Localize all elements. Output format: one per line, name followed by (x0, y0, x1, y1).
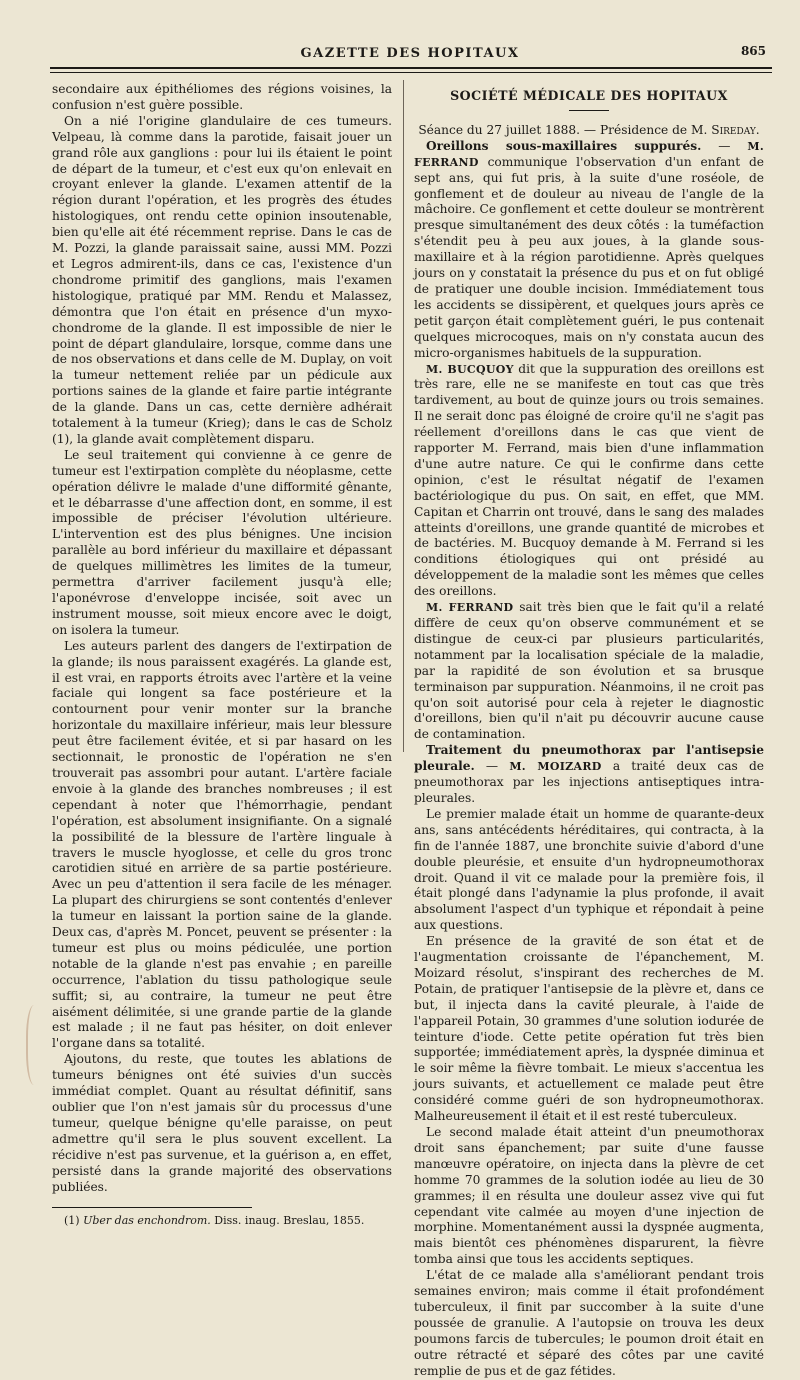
paragraph: Ajoutons, du reste, que toutes les ablations de tumeurs bénignes ont été suivies d'un succès immédiat complet. Quant au résultat définitif, sans oublier que l'on n'est jamais sûr du processus d'une tumeur, quelque bénigne qu'elle paraisse, on peut admettre qu'il sera le plus souvent excellent. La récidive n'est pas survenue, et la guérison a, en effet, persisté dans la grande majorité des observations publiées. (52, 1052, 392, 1194)
paper-stain (26, 1005, 46, 1085)
paragraph (414, 139, 764, 362)
section-heading: Traitement du pneumothorax par l'antisepsie pleurale. (414, 743, 764, 774)
paragraph (414, 743, 764, 807)
column-divider (403, 80, 404, 752)
speaker-name: M. MOIZARD (509, 760, 602, 774)
running-title: GAZETTE DES HOPITAUX (300, 46, 520, 61)
session-line (414, 123, 764, 139)
footnote-citation: Diss. inaug. Breslau, 1855. (210, 1214, 365, 1228)
footnote-number: (1) (64, 1214, 80, 1228)
paragraph: secondaire aux épithéliomes des régions voisines, la confusion n'est guère possible. (52, 82, 392, 112)
society-title: SOCIÉTÉ MÉDICALE DES HOPITAUX (450, 88, 728, 103)
right-column (414, 88, 764, 1380)
section-heading: Oreillons sous-maxillaires suppurés. (426, 138, 702, 153)
paragraph: On a nié l'origine glandulaire de ces tumeurs. Velpeau, là comme dans la parotide, faisait jouer un grand rôle aux ganglions : pour lui ils étaient le point de départ de la tumeur, et c'est eux qu'on enlevait en croyant enlever la glande. L'examen attentif de la région durant l'opération, et les progrès des études histologiques, ont rendu cette opinion insoutenable, bien qu'elle ait été récemment reprise. Dans le cas de M. Pozzi, la glande paraissait saine, aussi MM. Pozzi et Legros admirent-ils, dans ce cas, l'existence d'un chondrome primitif des ganglions, mais l'examen histologique, pratiqué par MM. Rendu et Malassez, démontra que l'on était en présence d'un myxo-chondrome de la glande. Il est impossible de nier le point de départ glandulaire, lorsque, comme dans une de nos observations et dans celle de M. Duplay, on voit la tumeur nettement reliée par un pédicule aux portions saines de la glande et faire partie intégrante de la glande. Dans un cas, cette dernière adhérait totalement à la tumeur (Krieg); dans le cas de Scholz (1), la glande avait complètement disparu. (52, 113, 392, 446)
speaker-name: M. FERRAND (426, 601, 514, 615)
footnote-title: Uber das enchondrom. (83, 1214, 211, 1228)
session-text: Séance du 27 juillet 1888. — Présidence de M. (418, 122, 712, 137)
header-rule-thin (50, 72, 772, 73)
dash: — (474, 759, 510, 774)
footnote-rule (52, 1207, 252, 1208)
president-name: Sireday (711, 122, 756, 137)
paragraph: Les auteurs parlent des dangers de l'extirpation de la glande; ils nous paraissent exagérés. La glande est, il est vrai, en rapports étroits avec l'artère et la veine faciale qui longent sa face postérieure et la contournent pour venir monter sur la branche horizontale du maxillaire inférieur, mais leur blessure peut être facilement évitée, et si par hasard on les sectionnait, le pronostic de l'opération ne s'en trouverait pas assombri pour autant. L'artère faciale envoie à la glande des branches nombreuses ; il est cependant à noter que l'hémorrhagie, pendant l'opération, est absolument insignifiante. On a signalé la possibilité de la blessure de l'artère linguale à travers le muscle hyoglosse, et celle du gros tronc carotidien situé en arrière de sa partie postérieure. Avec un peu d'attention il sera facile de les ménager. La plupart des chirurgiens se sont contentés d'enlever la tumeur en laissant la portion saine de la glande. Deux cas, d'après M. Poncet, peuvent se présenter : la tumeur est plus ou moins pédiculée, une portion notable de la glande n'est pas envahie ; en pareille occurrence, l'ablation du tissu pathologique seule suffit; si, au contraire, la tumeur ne peut être aisément délimitée, si une grande partie de la glande est malade ; il ne faut pas hésiter, on doit enlever l'organe dans sa totalité. (52, 638, 392, 1051)
paragraph: Le premier malade était un homme de quarante-deux ans, sans antécédents héréditaires, qui contracta, à la fin de l'année 1887, une bronchite suivie d'abord d'une double pleurésie, et ensuite d'un hydropneumothorax droit. Quand il vit ce malade pour la première fois, il était plongé dans l'adynamie la plus profonde, il avait absolument l'aspect d'un typhique et répondait à peine aux questions. (414, 806, 764, 933)
title-rule (569, 110, 609, 111)
speaker-name: M. FERRAND (414, 139, 764, 169)
paragraph (414, 600, 764, 743)
page-header (48, 44, 772, 64)
session-end: . (755, 122, 760, 137)
header-rule-thick (50, 67, 772, 69)
left-column (52, 82, 392, 1228)
paragraph (414, 362, 764, 601)
paragraph: L'état de ce malade alla s'améliorant pendant trois semaines environ; mais comme il était profondément tuberculeux, il finit par succomber à la suite d'une poussée de granulie. A l'autopsie on trouva les deux poumons farcis de tubercules; le poumon droit était en outre rétracté et séparé des côtes par une cavité remplie de pus et de gaz fétides. (414, 1268, 764, 1378)
paragraph: Le seul traitement qui convienne à ce genre de tumeur est l'extirpation complète du néoplasme, cette opération délivre le malade d'une difformité gênante, et le débarrasse d'une affection dont, en somme, il est impossible de préciser l'évolution ultérieure. L'intervention est des plus bénignes. Une incision parallèle au bord inférieur du maxillaire et dépassant de quelques millimètres les limites de la tumeur, permettra d'arriver facilement jusqu'à elle; l'aponévrose d'enveloppe incisée, soit avec un instrument mousse, soit mieux encore avec le doigt, on isolera la tumeur. (52, 447, 392, 637)
page-number: 865 (740, 44, 766, 58)
paragraph: En présence de la gravité de son état et de l'augmentation croissante de l'épanchement, M. Moizard résolut, s'inspirant des recherches de M. Potain, de pratiquer l'antisepsie de la plèvre et, dans ce but, il injecta dans la cavité pleurale, à l'aide de l'appareil Potain, 30 grammes d'une solution iodurée de teinture d'iode. Cette petite opération fut très bien supportée; immédiatement après, la dyspnée diminua et le soir même la fièvre tombait. Le mieux s'accentua les jours suivants, et actuellement ce malade peut être considéré comme guéri de son hydropneumothorax. Malheureusement il était et il est resté tuberculeux. (414, 934, 764, 1124)
paragraph-text: a traité deux cas de pneumothorax par les injections antiseptiques intra-pleurales. (414, 759, 764, 805)
paragraph-text: dit que la suppuration des oreillons est très rare, elle ne se manifeste en tout cas que très tardivement, au bout de quinze jours ou trois semaines. Il ne serait donc pas éloigné de croire qu'il ne s'agit pas réellement d'oreillons dans le cas que vient de rapporter M. Ferrand, mais bien d'une inflammation d'une autre nature. Ce qui le confirme dans cette opinion, c'est le résultat négatif de l'examen bactériologique du pus. On sait, en effet, que MM. Capitan et Charrin ont trouvé, dans le sang des malades atteints d'oreillons, une grande quantité de microbes et de bactéries. M. Bucquoy demande à M. Ferrand si les conditions étiologiques qui ont présidé au développement de la maladie sont les mêmes que celles des oreillons. (414, 361, 764, 599)
dash: — (701, 138, 748, 153)
footnote (52, 1214, 392, 1228)
paragraph: Le second malade était atteint d'un pneumothorax droit sans épanchement; par suite d'une fausse manœuvre opératoire, on injecta dans la plèvre de cet homme 70 grammes de la solution iodée au lieu de 30 grammes; il en résulta une douleur assez vive qui fut cependant vite calmée au moyen d'une injection de morphine. Momentanément aussi la dyspnée augmenta, mais bientôt ces phénomènes disparurent, la fièvre tomba ainsi que tous les accidents septiques. (414, 1125, 764, 1267)
speaker-name: M. BUCQUOY (426, 362, 514, 376)
paragraph-text: sait très bien que le fait qu'il a relaté diffère de ceux qu'on observe communément et se distingue de ceux-ci par plusieurs particularités, notamment par la localisation spéciale de la maladie, par la rapidité de son évolution et sa brusque terminaison par suppuration. Néanmoins, il ne croit pas qu'on soit autorisé pour cela à rejeter le diagnostic d'oreillons, bien qu'il n'ait pu découvrir aucune cause de contamination. (414, 600, 764, 742)
paragraph-text: communique l'observation d'un enfant de sept ans, qui fut pris, à la suite d'une roséole, de gonflement et de douleur au niveau de l'angle de la mâchoire. Ce gonflement et cette douleur se montrèrent presque simultanément des deux côtés : la tuméfaction s'étendit peu à peu aux joues, à la glande sous-maxillaire et à la région parotidienne. Après quelques jours on y constatait la présence du pus et on fut obligé de pratiquer une double incision. Immédiatement tous les accidents se dissipèrent, et quelques jours après ce petit garçon était complètement guéri, le pus contenait quelques microcoques, mais on n'y constata aucun des micro-organismes habituels de la suppuration. (414, 154, 765, 360)
